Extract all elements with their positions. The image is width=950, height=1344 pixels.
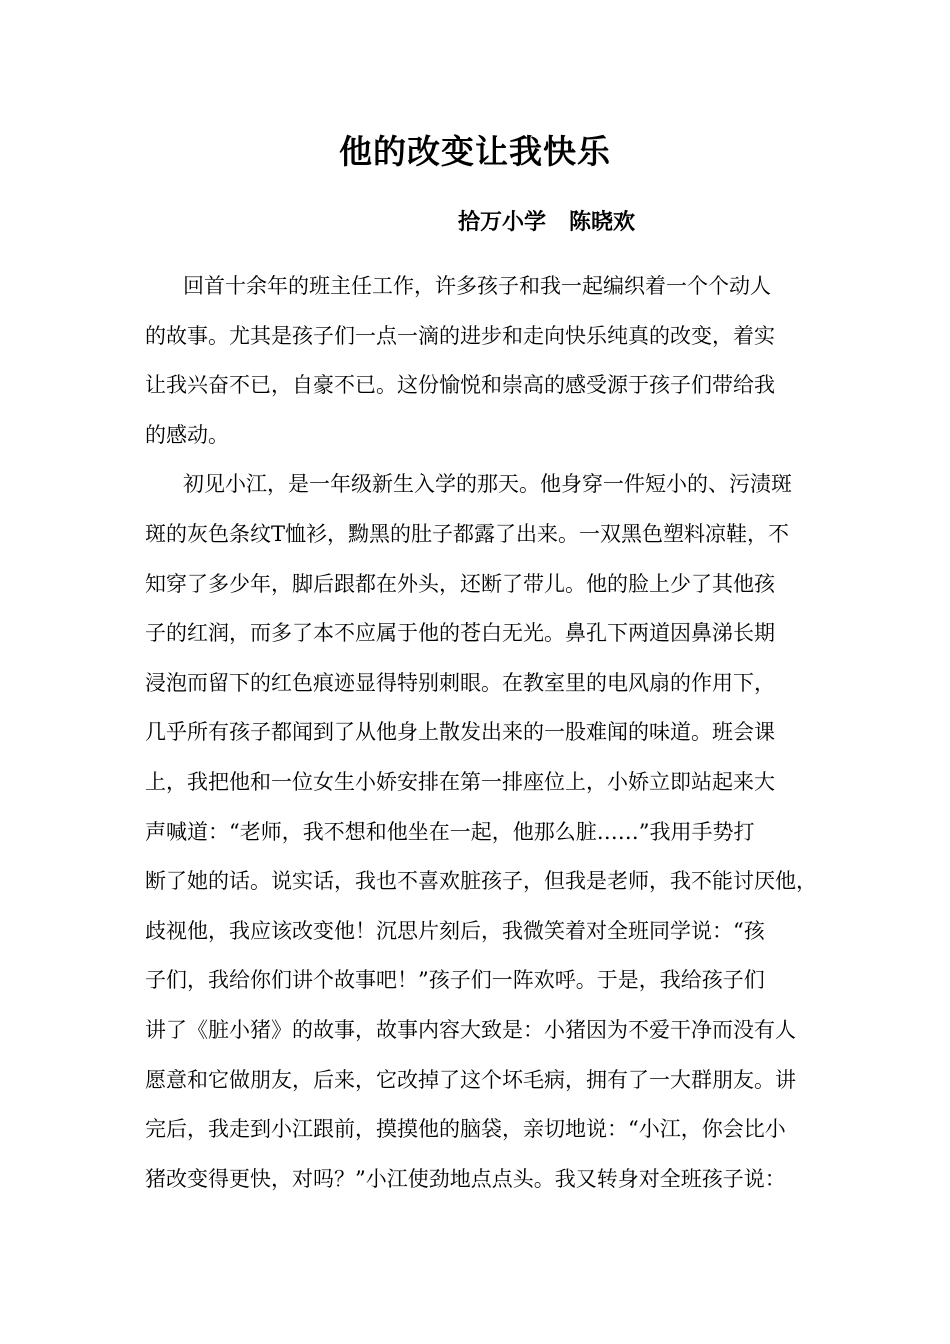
paragraph-2-line: 几乎所有孩子都闻到了从他身上散发出来的一股难闻的味道。班会课 bbox=[145, 720, 775, 745]
paragraph-2-line: 声喊道：“老师，我不想和他坐在一起，他那么脏……”我用手势打 bbox=[145, 819, 755, 844]
paragraph-2-line: 斑的灰色条纹T恤衫，黝黑的肚子都露了出来。一双黑色塑料凉鞋，不 bbox=[145, 521, 790, 546]
paragraph-2-line: 初见小江，是一年级新生入学的那天。他身穿一件短小的、污渍斑 bbox=[183, 472, 792, 497]
paragraph-2-line: 知穿了多少年，脚后跟都在外头，还断了带儿。他的脸上少了其他孩 bbox=[145, 571, 775, 596]
paragraph-2-line: 歧视他，我应该改变他！沉思片刻后，我微笑着对全班同学说：“孩 bbox=[145, 918, 765, 943]
author-byline: 拾万小学 陈晓欢 bbox=[458, 210, 635, 235]
paragraph-2-line: 浸泡而留下的红色痕迹显得特别刺眼。在教室里的电风扇的作用下， bbox=[145, 670, 775, 695]
paragraph-2-line: 讲了《脏小猪》的故事，故事内容大致是：小猪因为不爱干净而没有人 bbox=[145, 1017, 796, 1042]
paragraph-1-line: 回首十余年的班主任工作，许多孩子和我一起编织着一个个动人 bbox=[183, 274, 771, 298]
paragraph-1-line: 的故事。尤其是孩子们一点一滴的进步和走向快乐纯真的改变，着实 bbox=[145, 323, 775, 348]
paragraph-2-line: 断了她的话。说实话，我也不喜欢脏孩子，但我是老师，我不能讨厌他， bbox=[145, 869, 817, 894]
paragraph-2-line: 上，我把他和一位女生小娇安排在第一排座位上，小娇立即站起来大 bbox=[145, 769, 775, 794]
document-title: 他的改变让我快乐 bbox=[339, 132, 611, 171]
paragraph-2-line: 完后，我走到小江跟前，摸摸他的脑袋，亲切地说：“小江，你会比小 bbox=[145, 1117, 786, 1142]
paragraph-2-line: 愿意和它做朋友，后来，它改掉了这个坏毛病，拥有了一大群朋友。讲 bbox=[145, 1067, 796, 1092]
paragraph-1-line: 的感动。 bbox=[145, 422, 229, 447]
paragraph-2-line: 子们，我给你们讲个故事吧！”孩子们一阵欢呼。于是，我给孩子们 bbox=[145, 968, 765, 993]
paragraph-2-line: 猪改变得更快，对吗？”小江使劲地点点头。我又转身对全班孩子说： bbox=[145, 1166, 786, 1191]
body-text bbox=[145, 262, 825, 1204]
paragraph-2-line: 子的红润，而多了本不应属于他的苍白无光。鼻孔下两道因鼻涕长期 bbox=[145, 621, 775, 646]
paragraph-1-line: 让我兴奋不已，自豪不已。这份愉悦和崇高的感受源于孩子们带给我 bbox=[145, 373, 775, 398]
